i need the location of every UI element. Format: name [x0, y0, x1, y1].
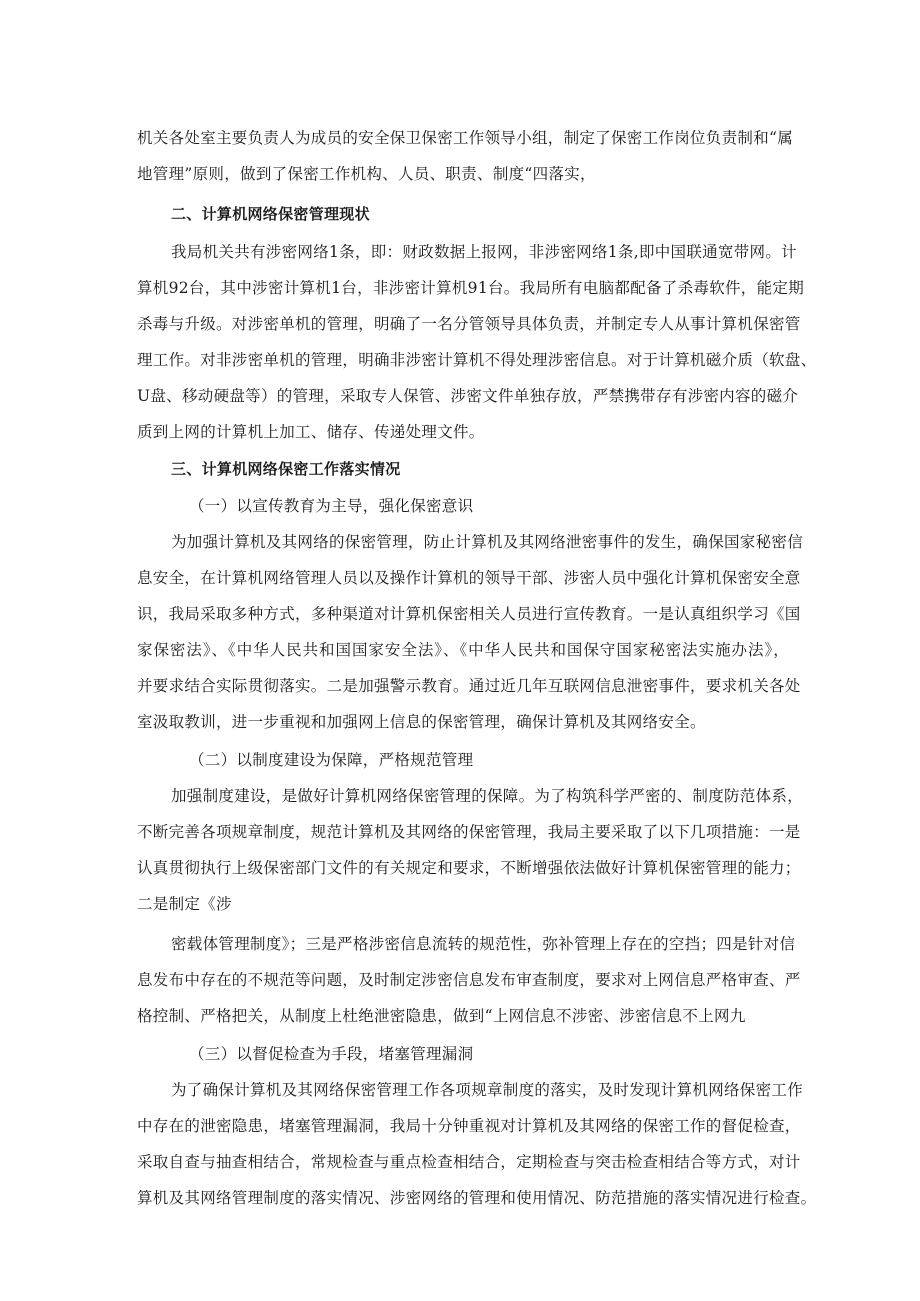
paragraph-line: 杀毒与升级。对涉密单机的管理，明确了一名分管领导具体负责，并制定专人从事计算机保密管: [137, 315, 801, 333]
paragraph-line: 算机及其网络管理制度的落实情况、涉密网络的管理和使用情况、防范措施的落实情况进行检查。: [137, 1189, 817, 1207]
paragraph-line: 质到上网的计算机上加工、储存、传递处理文件。: [137, 423, 485, 441]
paragraph-line: 中存在的泄密隐患，堵塞管理漏洞，我局十分钟重视对计算机及其网络的保密工作的督促检查，: [137, 1117, 801, 1135]
section-heading-2: 二、计算机网络保密管理现状: [171, 205, 370, 223]
paragraph-line: 并要求结合实际贯彻落实。二是加强警示教育。通过近几年互联网信息泄密事件，要求机关各处: [137, 677, 801, 695]
subsection-heading-1: （一）以宣传教育为主导，强化保密意识: [189, 497, 474, 515]
paragraph-line: 地管理”原则，做到了保密工作机构、人员、职责、制度“四落实，: [137, 165, 596, 183]
section-heading-3: 三、计算机网络保密工作落实情况: [171, 460, 401, 478]
paragraph-line: 为了确保计算机及其网络保密管理工作各项规章制度的落实，及时发现计算机网络保密工作: [171, 1081, 804, 1099]
paragraph-line: U盘、移动硬盘等）的管理，采取专人保管、涉密文件单独存放，严禁携带存有涉密内容的磁介: [137, 387, 799, 405]
paragraph-line: 识，我局采取多种方式，多种渠道对计算机保密相关人员进行宣传教育。一是认真组织学习《国: [137, 605, 801, 623]
paragraph-line: 二是制定《涉: [137, 895, 232, 913]
paragraph-line: 息安全，在计算机网络管理人员以及操作计算机的领导干部、涉密人员中强化计算机保密安全意: [137, 569, 801, 587]
paragraph-line: 不断完善各项规章制度，规范计算机及其网络的保密管理，我局主要采取了以下几项措施：一是: [137, 823, 801, 841]
paragraph-line: 息发布中存在的不规范等问题，及时制定涉密信息发布审查制度，要求对上网信息严格审查、严: [137, 971, 801, 989]
paragraph-line: 算机92台，其中涉密计算机1台，非涉密计算机91台。我局所有电脑都配备了杀毒软件，能定期: [137, 279, 805, 297]
paragraph-line: 格控制、严格把关，从制度上杜绝泄密隐患，做到“上网信息不涉密、涉密信息不上网九: [137, 1007, 746, 1025]
subsection-heading-2: （二）以制度建设为保障，严格规范管理: [189, 751, 474, 769]
subsection-heading-3: （三）以督促检查为手段，堵塞管理漏洞: [189, 1045, 474, 1063]
paragraph-line: 室汲取教训，进一步重视和加强网上信息的保密管理，确保计算机及其网络安全。: [137, 713, 706, 731]
paragraph-line: 为加强计算机及其网络的保密管理，防止计算机及其网络泄密事件的发生，确保国家秘密信: [171, 533, 804, 551]
paragraph-line: 理工作。对非涉密单机的管理，明确非涉密计算机不得处理涉密信息。对于计算机磁介质（软盘、: [137, 351, 817, 369]
paragraph-line: 机关各处室主要负责人为成员的安全保卫保密工作领导小组，制定了保密工作岗位负责制和“属: [137, 129, 794, 147]
paragraph-line: 加强制度建设，是做好计算机网络保密管理的保障。为了构筑科学严密的、制度防范体系，: [171, 787, 804, 805]
paragraph-line: 采取自查与抽查相结合，常规检查与重点检查相结合，定期检查与突击检查相结合等方式，对计: [137, 1153, 801, 1171]
paragraph-line: 密载体管理制度》；三是严格涉密信息流转的规范性，弥补管理上存在的空挡；四是针对信: [171, 935, 796, 953]
paragraph-line: 我局机关共有涉密网络1条，即：财政数据上报网，非涉密网络1条,即中国联通宽带网。计: [171, 243, 797, 261]
paragraph-line: 家保密法》、《中华人民共和国国家安全法》、《中华人民共和国保守国家秘密法实施办法》，: [137, 641, 789, 659]
paragraph-line: 认真贯彻执行上级保密部门文件的有关规定和要求，不断增强依法做好计算机保密管理的能力；: [137, 859, 801, 877]
